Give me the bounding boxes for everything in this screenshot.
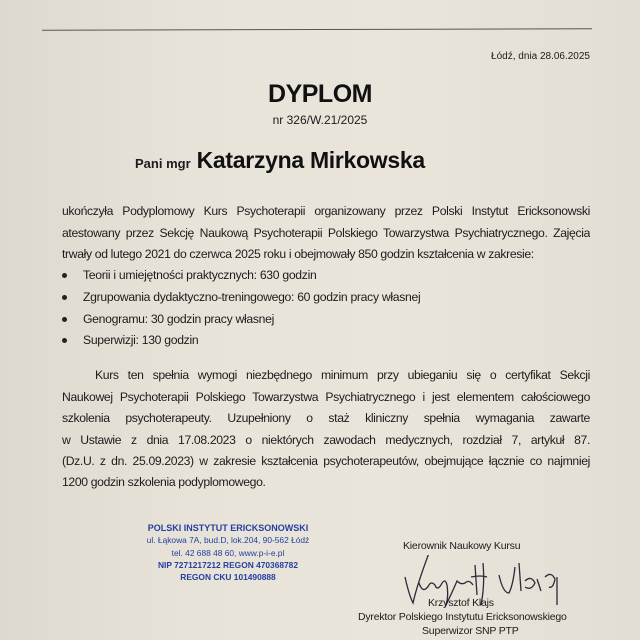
paragraph2-line: Kurs ten spełnia wymogi niezbędnego minimum przy ubieganiu się o certyfikat Sekcji (95, 368, 590, 382)
bullet-icon (62, 273, 67, 278)
list-item: Teorii i umiejętności praktycznych: 630 godzin (62, 268, 316, 282)
paragraph2-line: w Ustawie z dnia 17.08.2023 o niektórych zawodach medycznych, rozdział 7, artykuł 87. (62, 433, 590, 447)
recipient-line (135, 147, 425, 174)
paragraph2-line: (Dz.U. z dn. 25.09.2023) w zakresie kształcenia psychoterapeutów, obejmujące łącznie co najmniej (62, 454, 590, 468)
paragraph1-line: atestowany przez Sekcję Naukową Psychoterapii Polskiego Towarzystwa Psychiatrycznego. Zajęcia (62, 226, 590, 240)
signatory-name: Krzysztof Klajs (428, 597, 494, 609)
signature-role: Kierownik Naukowy Kursu (403, 540, 521, 552)
paragraph2-line: Naukowej Psychoterapii Polskiego Towarzystwa Psychiatrycznego i jest elementem całościowego (62, 390, 590, 404)
paragraph1-line: ukończyła Podyplomowy Kurs Psychoterapii organizowany przez Polski Instytut Ericksonowski (62, 204, 590, 218)
paragraph2-line: 1200 godzin szkolenia podyplomowego. (62, 475, 266, 489)
signatory-title: Dyrektor Polskiego Instytutu Ericksonowskiego (358, 611, 567, 623)
list-item: Genogramu: 30 godzin pracy własnej (62, 312, 274, 326)
institute-stamp: POLSKI INSTYTUT ERICKSONOWSKI ul. Łąkowa 7A, bud.D, lok.204, 90-562 Łódź tel. 42 688 48 60, www.p-i-e.pl NIP 7271217212 REGON 470368782 REGON CKU 101490888 (146, 523, 310, 583)
bullet-icon (62, 338, 67, 343)
diploma-number: nr 326/W.21/2025 (272, 113, 368, 127)
salutation: Pani mgr (135, 156, 191, 171)
list-item: Zgrupowania dydaktyczno-treningowego: 60 godzin pracy własnej (62, 290, 420, 304)
list-item: Superwizji: 130 godzin (62, 333, 198, 347)
bullet-icon (62, 295, 67, 300)
diploma-title: DYPLOM (268, 80, 372, 108)
paragraph2-line: szkolenia psychoterapeuty. Uzupełniony o staż kliniczny spełnia wymagania zawarte (62, 411, 590, 425)
signatory-subtitle: Superwizor SNP PTP (422, 625, 519, 637)
place-date: Łódź, dnia 28.06.2025 (491, 51, 590, 62)
bullet-icon (62, 317, 67, 322)
recipient-name: Katarzyna Mirkowska (196, 147, 425, 173)
paragraph1-line: trwały od lutego 2021 do czerwca 2025 roku i obejmowały 850 godzin kształcenia w zakresie: (62, 247, 534, 261)
